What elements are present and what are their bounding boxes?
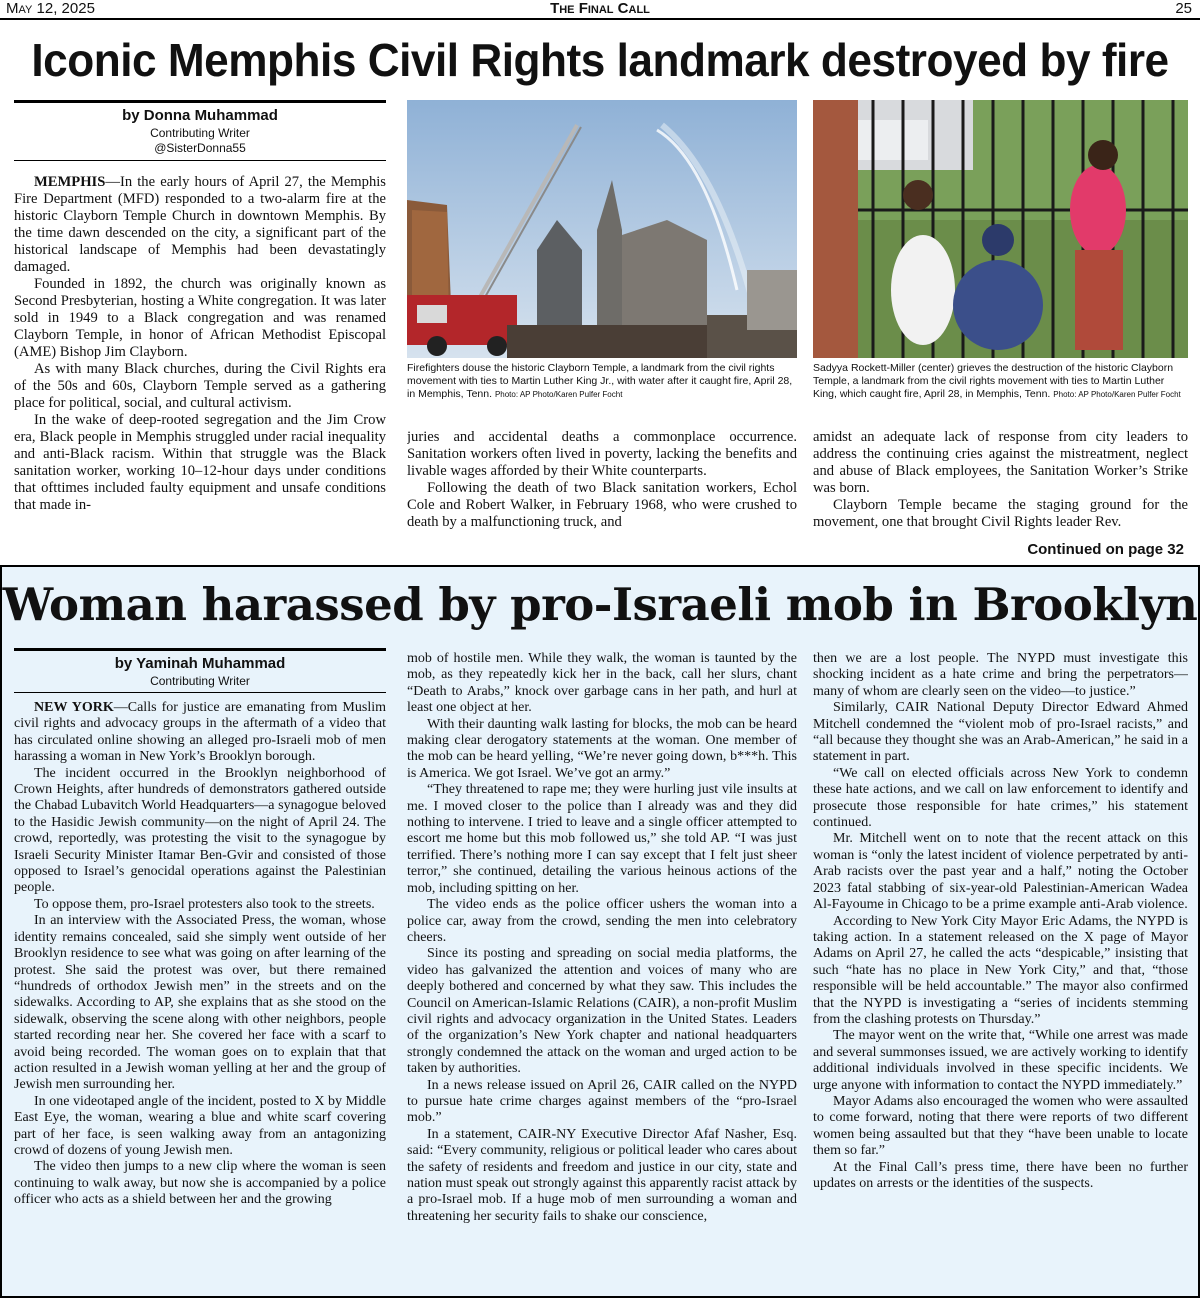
story1-column-3	[813, 429, 1188, 539]
story2-column-3	[813, 651, 1188, 1291]
photo-grieving	[813, 100, 1188, 358]
story2-column-2	[407, 651, 797, 1291]
story2-headline: Woman harassed by pro-Israeli mob in Brooklyn	[2, 578, 1198, 631]
story1-headline: Iconic Memphis Civil Rights landmark destroyed by fire	[31, 34, 1169, 86]
paragraph: juries and accidental deaths a commonplace occurrence. Sanitation workers often lived in poverty, lacking the benefits and livable wages afforded by their White counterparts.	[407, 429, 797, 479]
newspaper-name: The Final Call	[550, 0, 650, 17]
paragraph: The mayor went on the write that, “While one arrest was made and several summonses issued, we are actively working to identify additional individuals involved in these specific incidents. We urge anyone with information to contact the NYPD immediately.”	[813, 1028, 1188, 1093]
author-role: Contributing Writer	[150, 674, 250, 688]
photo2-caption	[813, 362, 1188, 401]
fire-scene-image	[407, 100, 797, 358]
paragraph: In a statement, CAIR-NY Executive Director Afaf Nasher, Esq. said: “Every community, religious or political leader who cares about the safety of residents and freedom and justice in our city, state and nation must speak out strongly against this apparently racist attack by a pro-Israel mob. If a huge mob of men surrounding a woman and threatening her security fails to shake our conscience,	[407, 1126, 797, 1224]
photo1-caption	[407, 362, 797, 401]
photo-firefighters	[407, 100, 797, 358]
author-handle: @SisterDonna55	[154, 141, 246, 155]
paragraph: In an interview with the Associated Press, the woman, whose identity remains concealed, said she simply went outside of her Brooklyn residence to see what was going on after learning of the protest. She said the protest was over, but there remained “hundreds of orthodox Jewish men” in the streets and on the sidewalks. According to AP, she explains that as she stood on the sidewalk, observing the scene along with other neighbors, people started recording near her. She covered her face with a scarf to avoid being recorded. The woman goes on to explain that that action resulted in a Jewish woman yelling at her and the group of Jewish men surrounding her.	[14, 913, 386, 1093]
paragraph: At the Final Call’s press time, there have been no further updates on arrests or the identities of the suspects.	[813, 1159, 1188, 1191]
paragraph: The video then jumps to a new clip where the woman is seen continuing to walk away, but now she is accompanied by a police officer who acts as a shield between her and the growing	[14, 1159, 386, 1208]
photo-credit: Photo: AP Photo/Karen Pulfer Focht	[1053, 390, 1181, 399]
paragraph: To oppose them, pro-Israel protesters also took to the streets.	[34, 896, 375, 912]
story1-byline	[14, 100, 386, 156]
photo-credit: Photo: AP Photo/Karen Pulfer Focht	[494, 390, 623, 399]
paragraph: amidst an adequate lack of response from city leaders to address the continuing cries against the mistreatment, neglect and abuse of Black employees, the Sanitation Worker’s Strike was born.	[813, 429, 1188, 496]
paragraph	[14, 174, 386, 276]
page-header	[0, 0, 1200, 20]
paragraph: In a news release issued on April 26, CAIR called on the NYPD to pursue hate crime charges against members of the “pro-Israel mob.”	[407, 1077, 797, 1126]
author-role: Contributing Writer	[150, 126, 250, 140]
issue-date: May 12, 2025	[6, 0, 95, 17]
dateline: MEMPHIS	[34, 174, 106, 190]
paragraph: mob of hostile men. While they walk, the woman is taunted by the mob, as they repeatedly kick her in the back, call her slurs, chant “Death to Arabs,” knock over garbage cans in her path, and hurl at least one object at her.	[407, 651, 797, 716]
story2-column-1	[14, 700, 386, 1290]
story2-byline	[14, 648, 386, 689]
caption-text: Firefighters douse the historic Clayborn Temple, a landmark from the civil rights movement with ties to Martin Luther King Jr., with water after it caught fire, April 28, in Memphis, Tenn.	[407, 362, 793, 400]
paragraph: With their daunting walk lasting for blocks, the mob can be heard making clear derogatory statements at the woman. One member of the mob can be heard yelling, “We’re never going down, b***h. This is America. We got Israel. We’ve got an army.”	[407, 716, 797, 781]
story1-column-1	[14, 174, 386, 554]
paragraph	[14, 700, 386, 766]
paragraph: Following the death of two Black sanitation workers, Echol Cole and Robert Walker, in February 1968, who were crushed to death by a malfunctioning truck, and	[407, 480, 797, 530]
paragraph: “They threatened to rape me; they were hurling just vile insults at me. I moved closer to the police than I already was and they did nothing to intervene. I tried to leave and a single officer attempted to escort me home but this mob followed us,” she told AP. “I was just terrified. There’s nothing more I can say except that I felt just sheer terror,” she continued, detailing the various heinous actions of the mob, including spitting on her.	[407, 782, 797, 896]
paragraph: In the wake of deep-rooted segregation and the Jim Crow era, Black people in Memphis struggled under racial inequality and anti-Black racism. Within that struggle was the Black sanitation worker, working 10–12-hour days under conditions that ofttimes included faulty equipment and unsafe conditions that made in-	[14, 412, 386, 513]
paragraph: Since its posting and spreading on social media platforms, the video has galvanized the attention and voices of many who are deeply bothered and concerned by what they saw. This includes the Council on American-Islamic Relations (CAIR), a non-profit Muslim civil rights and advocacy organization in the United States. Leaders of the organization’s New York chapter and national headquarters strongly condemned the attack on the woman and urged action to be taken by authorities.	[407, 946, 797, 1077]
byline-rule	[14, 692, 386, 693]
dateline: NEW YORK	[34, 700, 114, 715]
paragraph: Founded in 1892, the church was originally known as Second Presbyterian, hosting a White congregation. It was later sold in 1949 to a Black congregation and was renamed Clayborn Temple, in honor of African Methodist Episcopal (AME) Bishop Jim Clayborn.	[14, 276, 386, 360]
paragraph: Clayborn Temple became the staging ground for the movement, one that brought Civil Rights leader Rev.	[813, 497, 1188, 530]
page-number: 25	[1175, 0, 1192, 17]
paragraph: According to New York City Mayor Eric Adams, the NYPD is taking action. In a statement released on the X page of Mayor Adams on April 27, he called the acts “despicable,” insisting that such “hate has no place in New York City,” and that, “those responsible will be held accountable.” The mayor also confirmed that the NYPD is investigating a “series of incidents stemming from the clashing protests on Thursday.”	[813, 913, 1188, 1027]
paragraph-text: —Calls for justice are emanating from Muslim civil rights and advocacy groups in the aftermath of a video that has circulated online showing an alleged pro-Israeli mob of men harassing a woman in New York’s Brooklyn borough.	[14, 700, 386, 765]
paragraph: Similarly, CAIR National Deputy Director Edward Ahmed Mitchell condemned the “violent mob of pro-Israel racists,” and “all because they thought she was an Arab-American,” he said in a statement in part.	[813, 700, 1188, 765]
paragraph-text: —In the early hours of April 27, the Memphis Fire Department (MFD) responded to a two-alarm fire at the historic Clayborn Temple Church in downtown Memphis. By the time dawn descended on the city, a significant part of the historical landscape of Memphis had been devastatingly damaged.	[14, 174, 386, 275]
paragraph: The incident occurred in the Brooklyn neighborhood of Crown Heights, after hundreds of demonstrators gathered outside the Chabad Lubavitch World Headquarters—a synagogue beloved to the Hasidic Jewish community—on the night of April 24. The crowd, reportedly, was protesting the visit to the synagogue by Israeli Security Minister Itamar Ben-Gvir and consisted of those opposed to Israel’s genocidal operations against the Palestinian people.	[14, 765, 386, 896]
paragraph: then we are a lost people. The NYPD must investigate this shocking incident as a hate crime and bring the perpetrators—many of whom are clearly seen on the video—to justice.”	[813, 651, 1188, 699]
author-name: by Donna Muhammad	[122, 107, 278, 124]
paragraph: Mr. Mitchell went on to note that the recent attack on this woman is “only the latest incident of violence perpetrated by anti-Arab racists over the past year and a half,” noting the October 2023 fatal stabbing of six-year-old Palestinian-American Wadea Al-Fayoume in Chicago to be a prime example anti-Arab violence.	[813, 831, 1188, 913]
paragraph: The video ends as the police officer ushers the woman into a police car, away from the crowd, sending the men into celebratory cheers.	[407, 897, 797, 945]
paragraph: “We call on elected officials across New York to condemn these hate actions, and we call on law enforcement to identify and prosecute those responsible for hate crimes,” his statement continued.	[813, 765, 1188, 831]
paragraph: Mayor Adams also encouraged the women who were assaulted to come forward, noting that there were reports of two different women being assaulted but that they “have been unable to locate them so far.”	[813, 1093, 1188, 1159]
paragraph: As with many Black churches, during the Civil Rights era of the 50s and 60s, Clayborn Temple served as a gathering place for political, social, and cultural activism.	[14, 361, 386, 411]
caption-text: Sadyya Rockett-Miller (center) grieves the destruction of the historic Clayborn Temple, a landmark from the civil rights movement with ties to Martin Luther King, which caught fire, April 28, in Memphis, Tenn.	[813, 362, 1174, 400]
grieving-scene-image	[813, 100, 1188, 358]
story1-column-2	[407, 429, 797, 555]
paragraph: In one videotaped angle of the incident, posted to X by Middle East Eye, the woman, wearing a blue and white scarf covering part of her face, is seen walking away from an antagonizing crowd of dozens of young Jewish men.	[14, 1093, 386, 1158]
author-name: by Yaminah Muhammad	[114, 655, 286, 672]
continued-link[interactable]: Continued on page 32	[1027, 541, 1184, 558]
byline-rule	[14, 160, 386, 161]
